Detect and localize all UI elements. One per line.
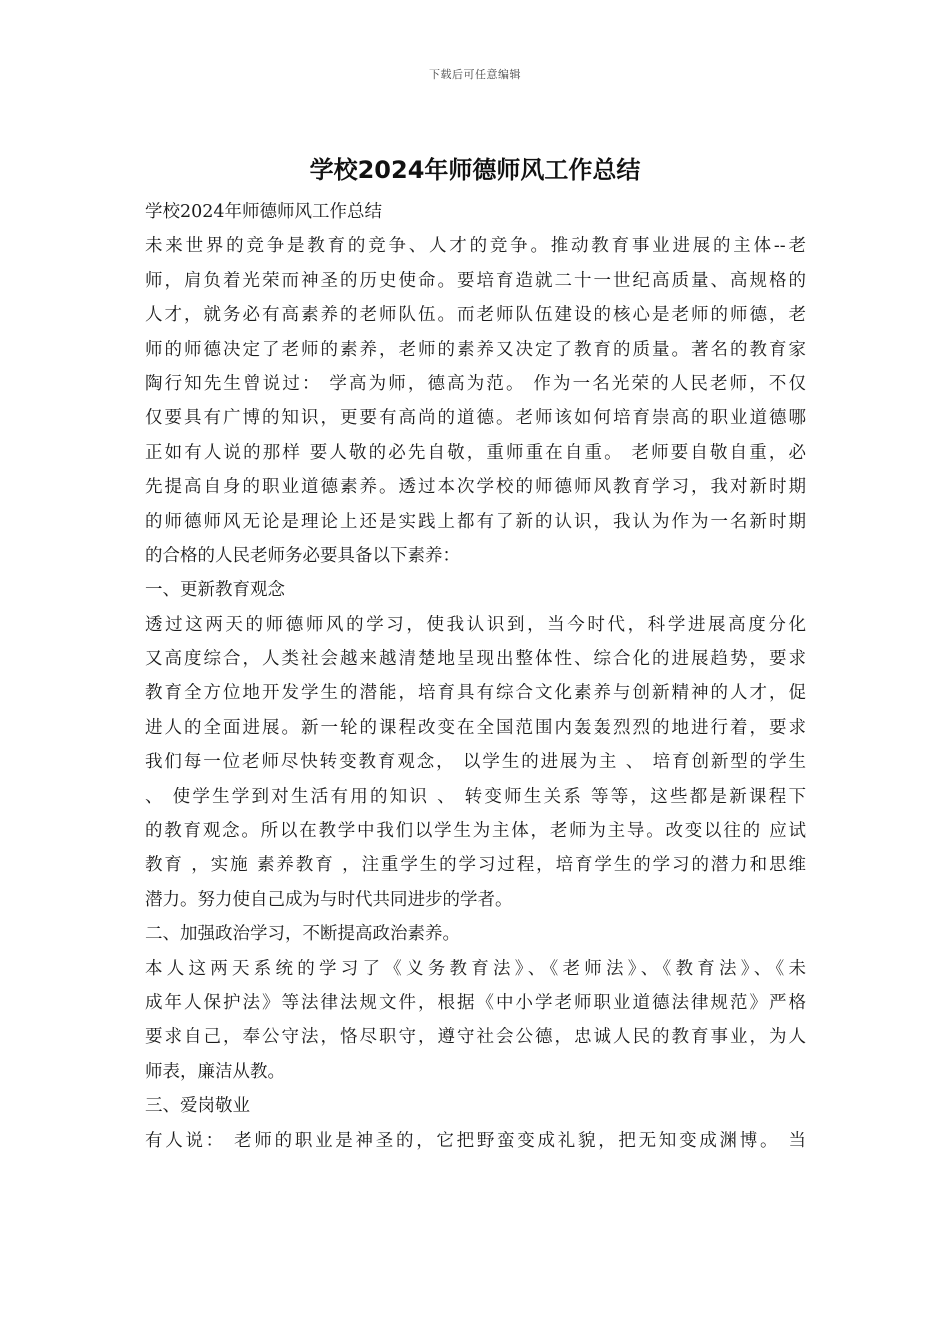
text-line: 的师德师风无论是理论上还是实践上都有了新的认识，我认为作为一名新时期 [145, 511, 806, 532]
text-line: 人才，就务必有高素养的老师队伍。而老师队伍建设的核心是老师的师德，老 [145, 305, 806, 326]
text-line: 教育全方位地开发学生的潜能，培育具有综合文化素养与创新精神的人才，促 [145, 683, 806, 704]
text-line: 又高度综合，人类社会越来越清楚地呈现出整体性、综合化的进展趋势，要求 [145, 649, 806, 670]
text-line: 正如有人说的那样 要人敬的必先自敬，重师重在自重。 老师要自敬自重，必 [145, 442, 806, 463]
text-line: 、 使学生学到对生活有用的知识 、 转变师生关系 等等，这些都是新课程下 [145, 786, 806, 807]
text-line: 教育 ，实施 素养教育 ，注重学生的学习过程，培育学生的学习的潜力和思维 [145, 855, 806, 876]
text-line: 我们每一位老师尽快转变教育观念， 以学生的进展为主 、 培育创新型的学生 [145, 752, 806, 773]
text-line: 师表，廉洁从教。 [145, 1061, 285, 1082]
text-line: 未来世界的竞争是教育的竞争、人才的竞争。推动教育事业进展的主体--老 [145, 236, 806, 257]
text-line: 的教育观念。所以在教学中我们以学生为主体，老师为主导。改变以往的 应试 [145, 821, 806, 842]
header-note: 下载后可任意编辑 [429, 68, 521, 81]
text-line: 先提高自身的职业道德素养。透过本次学校的师德师风教育学习，我对新时期 [145, 477, 806, 498]
page-title: 学校2024年师德师风工作总结 [309, 156, 641, 184]
text-line: 透过这两天的师德师风的学习，使我认识到，当今时代，科学进展高度分化 [145, 614, 806, 635]
text-line: 的合格的人民老师务必要具备以下素养： [145, 545, 460, 566]
text-line: 成年人保护法》等法律法规文件，根据《中小学老师职业道德法律规范》严格 [145, 992, 806, 1013]
section-heading-line: 三、爱岗敬业 [145, 1096, 250, 1117]
text-line: 本人这两天系统的学习了《义务教育法》、《老师法》、《教育法》、《未 [145, 958, 806, 979]
body-text [145, 195, 806, 1158]
text-line: 有人说： 老师的职业是神圣的，它把野蛮变成礼貌，把无知变成渊博。 当 [145, 1130, 806, 1151]
text-line: 要求自己，奉公守法，恪尽职守，遵守社会公德，忠诚人民的教育事业，为人 [145, 1027, 806, 1048]
text-line: 仅要具有广博的知识，更要有高尚的道德。老师该如何培育崇高的职业道德哪 [145, 408, 806, 429]
section-heading-line: 二、加强政治学习，不断提高政治素养。 [145, 924, 460, 945]
section-heading-line: 学校2024年师德师风工作总结 [145, 202, 383, 222]
text-line: 潜力。努力使自己成为与时代共同进步的学者。 [145, 889, 513, 910]
text-line: 师的师德决定了老师的素养，老师的素养又决定了教育的质量。著名的教育家 [145, 339, 806, 360]
text-line: 师，肩负着光荣而神圣的历史使命。要培育造就二十一世纪高质量、高规格的 [145, 270, 806, 291]
text-line: 陶行知先生曾说过： 学高为师，德高为范。 作为一名光荣的人民老师，不仅 [145, 373, 806, 394]
section-heading-line: 一、更新教育观念 [145, 580, 285, 601]
text-line: 进人的全面进展。新一轮的课程改变在全国范围内轰轰烈烈的地进行着，要求 [145, 717, 806, 738]
